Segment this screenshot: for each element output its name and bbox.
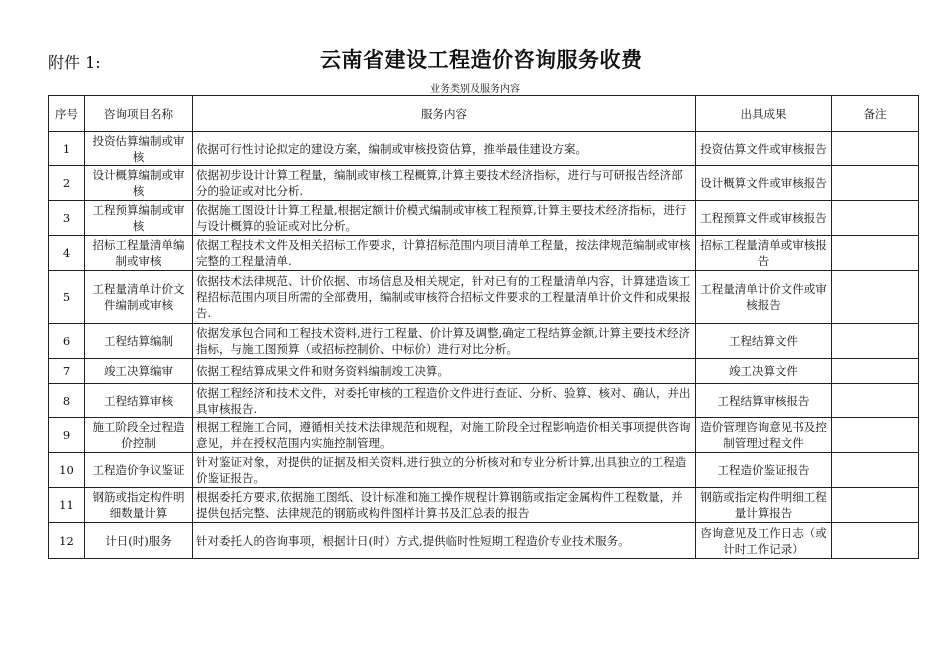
row-note bbox=[832, 236, 919, 271]
row-item: 工程结算编制 bbox=[85, 324, 193, 359]
table-header-row bbox=[49, 96, 919, 132]
service-fee-table bbox=[48, 95, 919, 559]
row-no: 12 bbox=[49, 523, 85, 559]
header-no: 序号 bbox=[49, 96, 85, 132]
row-item: 招标工程量清单编制或审核 bbox=[85, 236, 193, 271]
row-content: 依据技术法律规范、计价依据、市场信息及相关规定，针对已有的工程量清单内容，计算建造该工程招标范围内项目所需的全部费用，编制或审核符合招标文件要求的工程量清单计价文件和成果报告. bbox=[193, 271, 696, 324]
table-row bbox=[49, 324, 919, 359]
row-result: 工程造价鉴证报告 bbox=[696, 453, 832, 488]
document-subtitle: 业务类别及服务内容 bbox=[430, 84, 520, 95]
table-row bbox=[49, 132, 919, 166]
row-content: 依据工程结算成果文件和财务资料编制竣工决算。 bbox=[193, 359, 696, 384]
row-note bbox=[832, 523, 919, 559]
row-result: 招标工程量清单或审核报告 bbox=[696, 236, 832, 271]
row-note bbox=[832, 488, 919, 523]
table-row bbox=[49, 523, 919, 559]
row-result: 造价管理咨询意见书及控制管理过程文件 bbox=[696, 418, 832, 453]
table-row bbox=[49, 453, 919, 488]
table-row bbox=[49, 359, 919, 384]
document-title: 云南省建设工程造价咨询服务收费 bbox=[320, 47, 643, 72]
row-no: 10 bbox=[49, 453, 85, 488]
row-no: 9 bbox=[49, 418, 85, 453]
row-content: 依据可行性讨论拟定的建设方案，编制或审核投资估算，推举最佳建设方案。 bbox=[193, 132, 696, 166]
table-row bbox=[49, 384, 919, 418]
row-result: 工程预算文件或审核报告 bbox=[696, 201, 832, 236]
row-no: 3 bbox=[49, 201, 85, 236]
row-note bbox=[832, 166, 919, 201]
row-note bbox=[832, 132, 919, 166]
row-result: 工程结算审核报告 bbox=[696, 384, 832, 418]
row-content: 依据工程技术文件及相关招标工作要求，计算招标范围内项目清单工程量，按法律规范编制或审核完整的工程量清单. bbox=[193, 236, 696, 271]
row-result: 钢筋或指定构件明细工程量计算报告 bbox=[696, 488, 832, 523]
row-note bbox=[832, 384, 919, 418]
table-row bbox=[49, 201, 919, 236]
row-result: 工程量清单计价文件或审核报告 bbox=[696, 271, 832, 324]
row-no: 7 bbox=[49, 359, 85, 384]
row-result: 工程结算文件 bbox=[696, 324, 832, 359]
table-row bbox=[49, 166, 919, 201]
row-no: 5 bbox=[49, 271, 85, 324]
row-content: 根据委托方要求,依据施工图纸、设计标准和施工操作规程计算钢筋或指定金属构件工程数量，并提供包括完整、法律规范的钢筋或构件图样计算书及汇总表的报告 bbox=[193, 488, 696, 523]
row-no: 2 bbox=[49, 166, 85, 201]
row-item: 设计概算编制或审核 bbox=[85, 166, 193, 201]
attachment-label: 附件 1: bbox=[48, 53, 101, 72]
row-result: 投资估算文件或审核报告 bbox=[696, 132, 832, 166]
row-result: 咨询意见及工作日志（或计时工作记录） bbox=[696, 523, 832, 559]
row-item: 工程预算编制或审核 bbox=[85, 201, 193, 236]
header-result: 出具成果 bbox=[696, 96, 832, 132]
row-content: 依据初步设计计算工程量，编制或审核工程概算,计算主要技术经济指标，进行与可研报告经济部分的验证或对比分析. bbox=[193, 166, 696, 201]
row-note bbox=[832, 418, 919, 453]
table-row bbox=[49, 271, 919, 324]
row-no: 4 bbox=[49, 236, 85, 271]
row-note bbox=[832, 324, 919, 359]
row-item: 施工阶段全过程造价控制 bbox=[85, 418, 193, 453]
row-item: 计日(时)服务 bbox=[85, 523, 193, 559]
row-item: 工程量清单计价文件编制或审核 bbox=[85, 271, 193, 324]
row-item: 竣工决算编审 bbox=[85, 359, 193, 384]
row-content: 依据发承包合同和工程技术资料,进行工程量、价计算及调整,确定工程结算金额,计算主要技术经济指标，与施工图预算（或招标控制价、中标价）进行对比分析。 bbox=[193, 324, 696, 359]
table-row bbox=[49, 488, 919, 523]
row-content: 依据施工图设计计算工程量,根据定额计价模式编制或审核工程预算,计算主要技术经济指标，进行与设计概算的验证或对比分析。 bbox=[193, 201, 696, 236]
row-content: 根据工程施工合同，遵循相关技术法律规范和规程，对施工阶段全过程影响造价相关事项提供咨询意见，并在授权范围内实施控制管理。 bbox=[193, 418, 696, 453]
row-no: 6 bbox=[49, 324, 85, 359]
row-note bbox=[832, 271, 919, 324]
table-row bbox=[49, 418, 919, 453]
row-no: 8 bbox=[49, 384, 85, 418]
header-note: 备注 bbox=[832, 96, 919, 132]
row-item: 工程结算审核 bbox=[85, 384, 193, 418]
row-no: 11 bbox=[49, 488, 85, 523]
row-item: 投资估算编制或审核 bbox=[85, 132, 193, 166]
row-item: 工程造价争议鉴证 bbox=[85, 453, 193, 488]
row-no: 1 bbox=[49, 132, 85, 166]
row-content: 针对委托人的咨询事项，根据计日(时）方式,提供临时性短期工程造价专业技术服务。 bbox=[193, 523, 696, 559]
row-note bbox=[832, 359, 919, 384]
row-content: 依据工程经济和技术文件，对委托审核的工程造价文件进行查证、分析、验算、核对、确认，并出具审核报告. bbox=[193, 384, 696, 418]
row-item: 钢筋或指定构件明细数量计算 bbox=[85, 488, 193, 523]
row-content: 针对鉴证对象，对提供的证据及相关资料,进行独立的分析核对和专业分析计算,出具独立的工程造价鉴证报告。 bbox=[193, 453, 696, 488]
header-item: 咨询项目名称 bbox=[85, 96, 193, 132]
row-note bbox=[832, 201, 919, 236]
row-result: 设计概算文件或审核报告 bbox=[696, 166, 832, 201]
row-result: 竣工决算文件 bbox=[696, 359, 832, 384]
header-content: 服务内容 bbox=[193, 96, 696, 132]
table-row bbox=[49, 236, 919, 271]
row-note bbox=[832, 453, 919, 488]
